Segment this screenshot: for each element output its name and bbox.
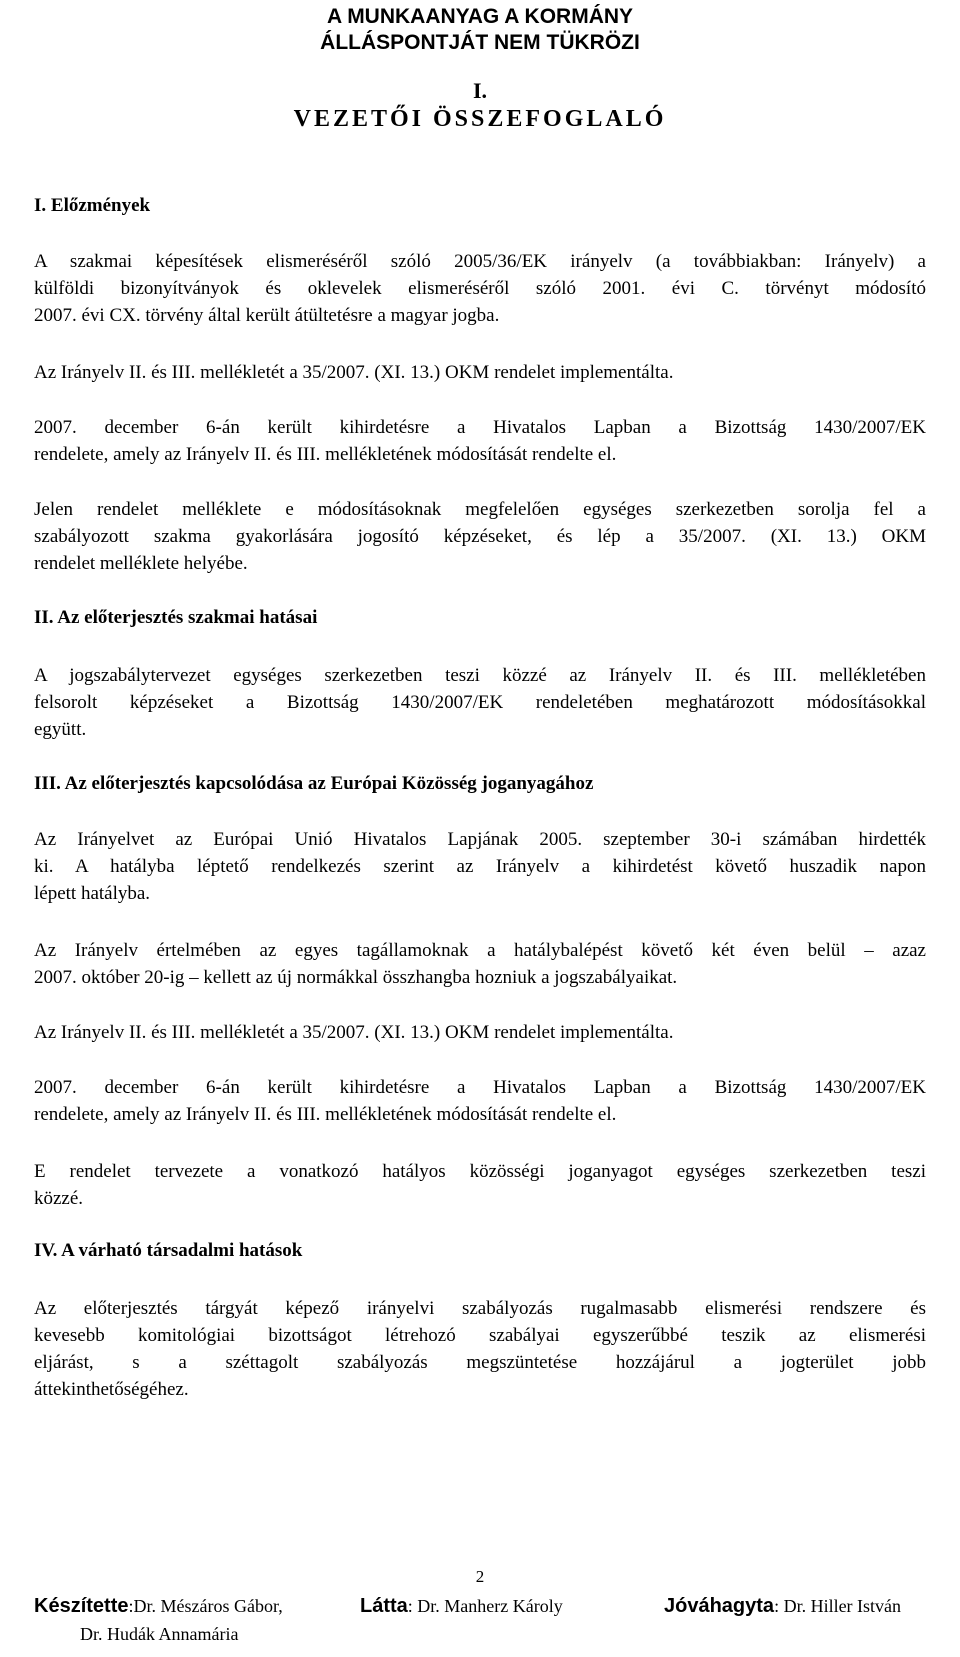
heading-szakmai-hatasai: II. Az előterjesztés szakmai hatásai bbox=[34, 607, 318, 628]
paragraph-hivatalos-lap bbox=[34, 826, 926, 907]
page-number: 2 bbox=[475, 1567, 485, 1586]
text-line: Az Irányelv értelmében az egyes tagállamoknak a hatálybalépést követő két éven belül – azaz bbox=[34, 940, 926, 961]
footer-approved-label: Jóváhagyta bbox=[664, 1595, 775, 1617]
text-line: Az Irányelv II. és III. mellékletét a 35/2007. (XI. 13.) OKM rendelet implementálta. bbox=[34, 1022, 674, 1043]
text-line: Jelen rendelet melléklete e módosításoknak megfelelően egységes szerkezetben sorolja fel a bbox=[34, 499, 926, 520]
text-line: ki. A hatályba léptető rendelkezés szerint az Irányelv a kihirdetést követő huszadik napon bbox=[34, 856, 926, 877]
paragraph-kihirdetes-2 bbox=[34, 1074, 926, 1128]
text-line: 2007. december 6-án került kihirdetésre a Hivatalos Lapban a Bizottság 1430/2007/EK bbox=[34, 417, 926, 438]
footer-seen-by bbox=[360, 1595, 563, 1618]
paragraph-okm-rendelet-2 bbox=[34, 1019, 926, 1046]
heading-kapcsolodas: III. Az előterjesztés kapcsolódása az Európai Közösség joganyagához bbox=[34, 773, 594, 794]
footer-seen-label: Látta bbox=[360, 1595, 408, 1617]
text-line: kevesebb komitológiai bizottságot létrehozó szabályai egyszerűbbé teszik az elismerési bbox=[34, 1325, 926, 1346]
paragraph-tervezet bbox=[34, 1158, 926, 1212]
text-line: szabályozott szakma gyakorlására jogosító képzéseket, és lép a 35/2007. (XI. 13.) OKM bbox=[34, 526, 926, 547]
paragraph-tarsadalmi bbox=[34, 1295, 926, 1403]
text-line: Az Irányelv II. és III. mellékletét a 35/2007. (XI. 13.) OKM rendelet implementálta. bbox=[34, 362, 674, 383]
footer-seen-name: : Dr. Manherz Károly bbox=[407, 1596, 563, 1616]
text-line: együtt. bbox=[34, 719, 87, 740]
text-line: külföldi bizonyítványok és oklevelek elismeréséről szóló 2001. évi C. törvényt módosító bbox=[34, 278, 926, 299]
document-title: VEZETŐI ÖSSZEFOGLALÓ bbox=[293, 106, 667, 132]
text-line: A jogszabálytervezet egységes szerkezetben teszi közzé az Irányelv II. és III. mellékletében bbox=[34, 665, 926, 686]
heading-tarsadalmi-hatasok: IV. A várható társadalmi hatások bbox=[34, 1240, 303, 1261]
text-line: 2007. december 6-án került kihirdetésre a Hivatalos Lapban a Bizottság 1430/2007/EK bbox=[34, 1077, 926, 1098]
draft-notice-line-1: A MUNKAANYAG A KORMÁNY bbox=[326, 5, 634, 28]
text-line: Az előterjesztés tárgyát képező irányelvi szabályozás rugalmasabb elismerési rendszere és bbox=[34, 1298, 926, 1319]
text-line: E rendelet tervezete a vonatkozó hatályos közösségi joganyagot egységes szerkezetben teszi bbox=[34, 1161, 926, 1182]
text-line: áttekinthetőségéhez. bbox=[34, 1379, 189, 1400]
footer-approved-by bbox=[664, 1595, 901, 1618]
text-line: rendelete, amely az Irányelv II. és III. mellékletének módosítását rendelte el. bbox=[34, 444, 617, 465]
section-roman-numeral: I. bbox=[472, 78, 488, 103]
paragraph-tagallamok bbox=[34, 937, 926, 991]
text-line: A szakmai képesítések elismeréséről szóló 2005/36/EK irányelv (a továbbiakban: Irányelv) a bbox=[34, 251, 926, 272]
heading-elozmenyek: I. Előzmények bbox=[34, 195, 151, 216]
text-line: lépett hatályba. bbox=[34, 883, 151, 904]
paragraph-irányelv-intro bbox=[34, 248, 926, 329]
paragraph-jogszabalytervezet bbox=[34, 662, 926, 743]
text-line: 2007. október 20-ig – kellett az új normákkal összhangba hozniuk a jogszabályaikat. bbox=[34, 967, 678, 988]
footer-prepared-label: Készítette bbox=[34, 1595, 129, 1617]
text-line: Az Irányelvet az Európai Unió Hivatalos Lapjának 2005. szeptember 30-i számában hirdették bbox=[34, 829, 926, 850]
footer-prepared-by bbox=[34, 1595, 283, 1618]
paragraph-okm-rendelet bbox=[34, 359, 926, 386]
footer-prepared-by-2: Dr. Hudák Annamária bbox=[80, 1624, 239, 1644]
text-line: felsorolt képzéseket a Bizottság 1430/2007/EK rendeletében meghatározott módosításokkal bbox=[34, 692, 926, 713]
text-line: eljárást, s a széttagolt szabályozás megszüntetése hozzájárul a jogterület jobb bbox=[34, 1352, 926, 1373]
text-line: 2007. évi CX. törvény által került átültetésre a magyar jogba. bbox=[34, 305, 500, 326]
footer-prepared-name-1: :Dr. Mészáros Gábor, bbox=[128, 1596, 283, 1616]
paragraph-kihirdetes bbox=[34, 414, 926, 468]
text-line: közzé. bbox=[34, 1188, 84, 1209]
text-line: rendelet melléklete helyébe. bbox=[34, 553, 248, 574]
footer-approved-name: : Dr. Hiller István bbox=[774, 1596, 902, 1616]
paragraph-jelen-rendelet bbox=[34, 496, 926, 577]
text-line: rendelete, amely az Irányelv II. és III. mellékletének módosítását rendelte el. bbox=[34, 1104, 617, 1125]
draft-notice-line-2: ÁLLÁSPONTJÁT NEM TÜKRÖZI bbox=[320, 31, 640, 54]
